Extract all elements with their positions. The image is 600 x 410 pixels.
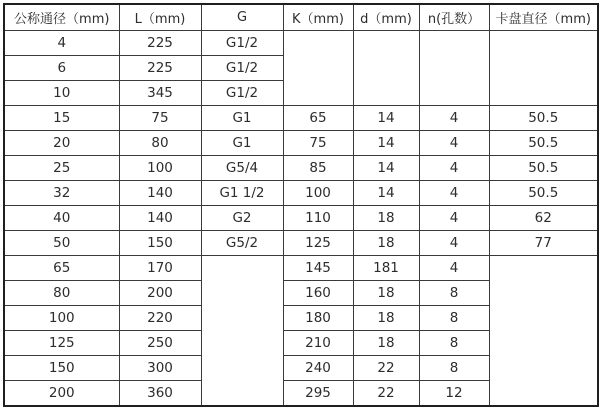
table-cell: 4 — [419, 131, 489, 156]
table-cell: 4 — [419, 156, 489, 181]
table-cell: 18 — [353, 306, 419, 331]
table-cell: 110 — [283, 206, 353, 231]
table-cell: G5/4 — [201, 156, 283, 181]
table-cell: G2 — [201, 206, 283, 231]
table-cell: 4 — [419, 106, 489, 131]
table-cell: 8 — [419, 281, 489, 306]
table-cell: 85 — [283, 156, 353, 181]
table-row — [4, 106, 598, 131]
table-cell: 250 — [119, 331, 201, 356]
table-cell: 4 — [419, 231, 489, 256]
table-cell: 10 — [4, 81, 119, 106]
table-header — [4, 4, 598, 31]
table-cell: 8 — [419, 331, 489, 356]
table-cell: 77 — [489, 231, 598, 256]
table-cell: 32 — [4, 181, 119, 206]
column-header-3: K（mm) — [283, 4, 353, 31]
table-cell: 50.5 — [489, 131, 598, 156]
table-cell: 22 — [353, 356, 419, 381]
table-cell: 75 — [283, 131, 353, 156]
table-cell: G5/2 — [201, 231, 283, 256]
table-cell: 295 — [283, 381, 353, 407]
table-cell: 80 — [119, 131, 201, 156]
table-cell: 50.5 — [489, 156, 598, 181]
table-cell: 200 — [119, 281, 201, 306]
table-cell: 75 — [119, 106, 201, 131]
table-cell: 4 — [419, 256, 489, 281]
dimension-spec-table — [3, 3, 599, 407]
table-row — [4, 181, 598, 206]
column-header-5: n(孔数） — [419, 4, 489, 31]
table-cell: 140 — [119, 206, 201, 231]
table-cell: 140 — [119, 181, 201, 206]
table-cell: 100 — [119, 156, 201, 181]
table-body — [4, 31, 598, 407]
table-cell: G1/2 — [201, 31, 283, 56]
table-cell: G1/2 — [201, 56, 283, 81]
table-cell: 4 — [419, 181, 489, 206]
table-cell: 100 — [4, 306, 119, 331]
table-cell — [201, 256, 283, 407]
table-cell: 14 — [353, 156, 419, 181]
table-cell: 62 — [489, 206, 598, 231]
table-cell: 18 — [353, 331, 419, 356]
table-cell: 125 — [283, 231, 353, 256]
table-row — [4, 231, 598, 256]
table-cell: G1 — [201, 106, 283, 131]
table-cell: 12 — [419, 381, 489, 407]
table-cell: 125 — [4, 331, 119, 356]
header-row — [4, 4, 598, 31]
table-cell: 170 — [119, 256, 201, 281]
table-cell — [353, 31, 419, 106]
table-cell: G1/2 — [201, 81, 283, 106]
table-cell: 80 — [4, 281, 119, 306]
table-cell: 25 — [4, 156, 119, 181]
table-row — [4, 156, 598, 181]
table-cell: 360 — [119, 381, 201, 407]
table-cell: 345 — [119, 81, 201, 106]
table-cell: 8 — [419, 306, 489, 331]
table-cell: 22 — [353, 381, 419, 407]
table-cell — [283, 31, 353, 106]
table-cell: 6 — [4, 56, 119, 81]
table-cell: 40 — [4, 206, 119, 231]
table-cell: 50.5 — [489, 106, 598, 131]
table-cell: 160 — [283, 281, 353, 306]
table-cell: 100 — [283, 181, 353, 206]
column-header-0: 公称通径（mm) — [4, 4, 119, 31]
column-header-6: 卡盘直径（mm) — [489, 4, 598, 31]
table-cell: 225 — [119, 31, 201, 56]
table-cell: 8 — [419, 356, 489, 381]
table-cell — [489, 256, 598, 407]
table-cell — [419, 31, 489, 106]
table-cell: 14 — [353, 131, 419, 156]
table-row — [4, 206, 598, 231]
table-cell: 180 — [283, 306, 353, 331]
table-cell: 18 — [353, 206, 419, 231]
table-cell: G1 — [201, 131, 283, 156]
column-header-1: L（mm) — [119, 4, 201, 31]
table-row — [4, 256, 598, 281]
table-cell: 18 — [353, 281, 419, 306]
table-cell: 145 — [283, 256, 353, 281]
table-cell: 181 — [353, 256, 419, 281]
table-cell: 210 — [283, 331, 353, 356]
table-cell: 65 — [4, 256, 119, 281]
table-cell: 65 — [283, 106, 353, 131]
table-cell: 50 — [4, 231, 119, 256]
table-cell: 14 — [353, 106, 419, 131]
table-cell: 150 — [4, 356, 119, 381]
table-cell: 18 — [353, 231, 419, 256]
table-row — [4, 31, 598, 56]
table-cell: 50.5 — [489, 181, 598, 206]
table-cell: 150 — [119, 231, 201, 256]
column-header-4: d（mm) — [353, 4, 419, 31]
column-header-2: G — [201, 4, 283, 31]
table-cell — [489, 31, 598, 106]
table-cell: 4 — [4, 31, 119, 56]
table-cell: 14 — [353, 181, 419, 206]
table-cell: 300 — [119, 356, 201, 381]
table-cell: 4 — [419, 206, 489, 231]
table-cell: 20 — [4, 131, 119, 156]
table-cell: 200 — [4, 381, 119, 407]
table-row — [4, 131, 598, 156]
table-cell: 220 — [119, 306, 201, 331]
table-cell: 240 — [283, 356, 353, 381]
table-cell: 15 — [4, 106, 119, 131]
table-cell: G1 1/2 — [201, 181, 283, 206]
table-cell: 225 — [119, 56, 201, 81]
